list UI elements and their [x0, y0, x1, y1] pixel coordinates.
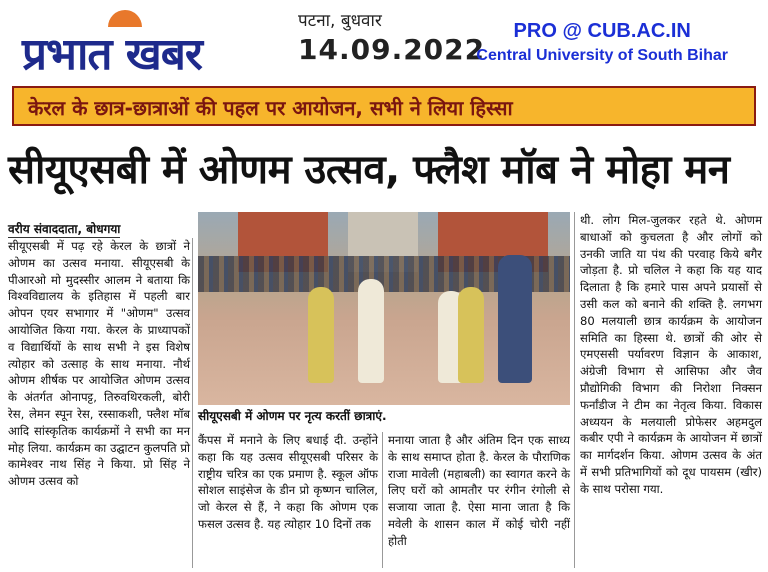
kicker-text: केरल के छात्र-छात्राओं की पहल पर आयोजन, सभी ने लिया हिस्सा: [28, 96, 513, 120]
article-column-2: कैंपस में मनाने के लिए बधाई दी. उन्होंने कहा कि यह उत्सव सीयूएसबी परिसर के राष्ट्रीय चरित्र का एक प्रमाण है. स्कूल ऑफ सोशल साइंसेज के डीन प्रो कृष्णन चालिल, जो केरल से हैं, ने कहा कि ओणम एक फसल उत्सव है. यह त्योहार 10 दिनों तक: [198, 433, 378, 531]
column-divider: [192, 238, 193, 568]
newspaper-logo: प्रभात खबर: [22, 29, 202, 80]
dancer-figure: [308, 287, 334, 383]
university-name: Central University of South Bihar: [476, 47, 728, 64]
kicker-banner: [12, 86, 756, 126]
city-day: पटना, बुधवार: [298, 11, 382, 31]
headline: सीयूएसबी में ओणम उत्सव, फ्लैश मॉब ने मोहा मन: [8, 147, 730, 193]
news-photo: [198, 212, 570, 405]
article-column-4: थी. लोग मिल-जुलकर रहते थे. ओणम बाधाओं को कुचलता है और लोगों को उनकी जाति या पंथ की परवाह किये बगैर जोड़ता है. प्रो चलिल ने कहा कि यह याद दिलाता है कि हमारे पास अपने प्रयासों से उसी कल को बनाने की शक्ति है. लगभग 80 मलयाली छात्र कार्यक्रम के आयोजन समिति का हिस्सा थे. छात्रों की ओर से एमएससी पर्यावरण विज्ञान के आकाश, अंग्रेजी विभाग से आसिफा और जैव प्रौद्योगिकी विभाग की निरोशा निक्सन फर्नांडीज ने टीम का नेतृत्व किया. विकास अध्ययन के मलयाली प्रोफेसर अहमदुल कबीर एपी ने कार्यक्रम के आयोजन में छात्रों का मार्गदर्शन किया. ओणम उत्सव के अंत में सभी प्रतिभागियों को दूध पायसम (खीर) के साथ परोसा गया.: [580, 213, 762, 496]
article-column-1: सीयूएसबी में पढ़ रहे केरल के छात्रों ने ओणम का उत्सव मनाया. सीयूएसबी के पीआरओ मो मुदस्सीर आलम ने बताया कि विश्वविद्यालय के इतिहास में पहली बार ओपन एयर सभागार में "ओणम" उत्सव आयोजित किया गया. केरल के प्राध्यापकों व विद्यार्थियों के साथ सभी ने इस विशेष त्योहार को उत्साह के साथ मनाया. नौर्थ ओणम शीर्षक पर आयोजित ओणम उत्सव के अंतर्गत ओनापट्ट, तिरुवथिरकली, बोरी रेस, लेमन स्पून रेस, रस्साकशी, फ्लैश मॉब आदि सांस्कृतिक कार्यक्रमों ने सभी का मन मोह लिया. कार्यक्रम का उद्घाटन कुलपति प्रो कामेश्वर नाथ सिंह ने किया. प्रो सिंह ने ओणम उत्सव को: [8, 239, 190, 489]
column-divider: [574, 212, 575, 568]
issue-date: 14.09.2022: [298, 33, 486, 66]
dancer-figure: [358, 279, 384, 383]
dancer-figure: [498, 255, 532, 383]
dancer-figure: [458, 287, 484, 383]
pro-credit: [476, 20, 728, 65]
article-column-3: मनाया जाता है और अंतिम दिन एक साध्य के साथ समाप्त होता है. केरल के पौराणिक राजा मावेली (महाबली) का स्वागत करने के लिए घरों को आमतौर पर रंगीन रंगोली से सजाया जाता है. ऐसा माना जाता है कि मवेली के शासन काल में कोई चोरी नहीं होती: [388, 433, 570, 548]
date-block: [298, 8, 485, 66]
masthead: [0, 0, 768, 82]
column-divider: [382, 432, 383, 568]
pro-email: PRO @ CUB.AC.IN: [513, 20, 691, 42]
byline: वरीय संवाददाता, बोधगया: [8, 222, 121, 236]
photo-caption: सीयूएसबी में ओणम पर नृत्य करतीं छात्राएं.: [198, 409, 387, 423]
